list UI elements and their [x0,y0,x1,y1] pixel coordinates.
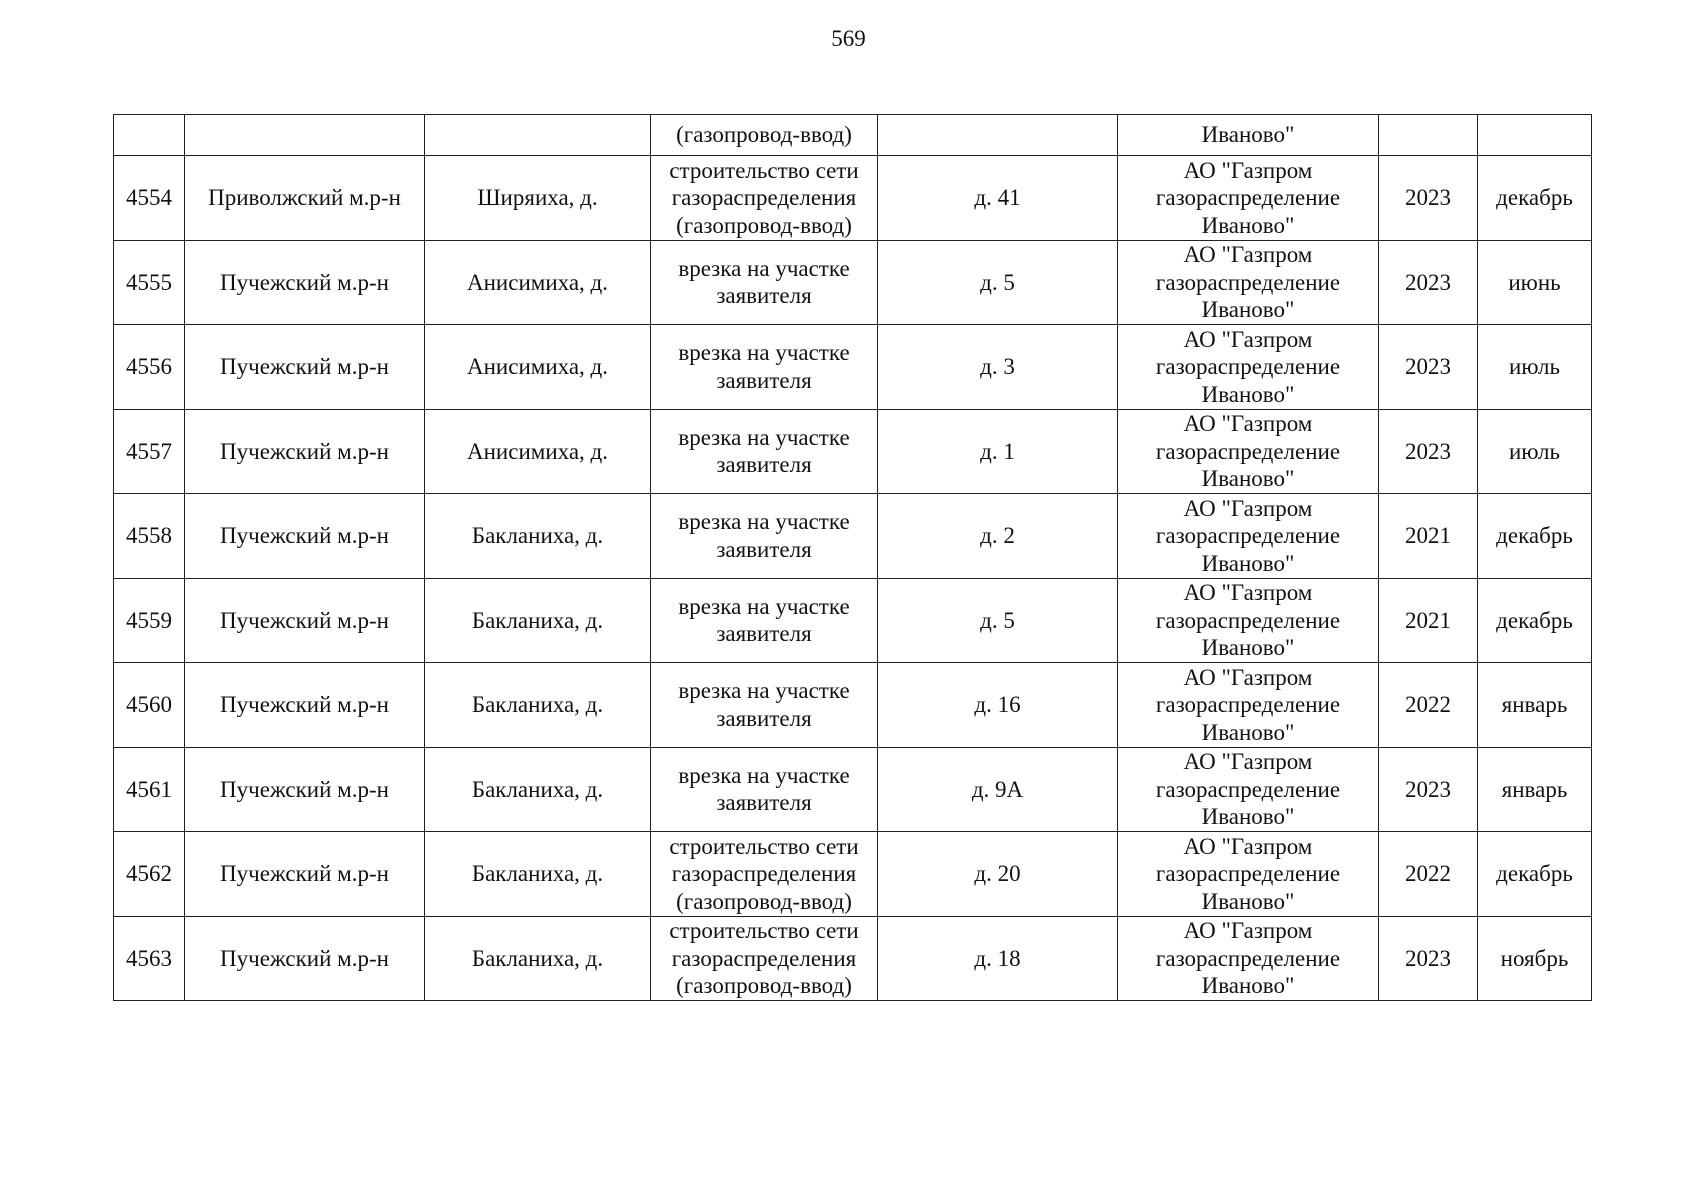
cell-month: декабрь [1478,832,1592,917]
cell-month: декабрь [1478,578,1592,663]
cell-year: 2023 [1379,240,1478,325]
cell-address [878,115,1118,156]
table-row [114,240,1592,325]
cell-operator: АО "Газпром газораспределение Иваново" [1118,494,1379,579]
cell-address: д. 2 [878,494,1118,579]
cell-address: д. 9А [878,747,1118,832]
cell-year: 2023 [1379,156,1478,241]
cell-month: январь [1478,663,1592,748]
cell-district: Пучежский м.р-н [185,832,425,917]
cell-operator: АО "Газпром газораспределение Иваново" [1118,156,1379,241]
table-row [114,578,1592,663]
cell-year: 2021 [1379,578,1478,663]
cell-district [185,115,425,156]
cell-address: д. 5 [878,240,1118,325]
cell-month: декабрь [1478,494,1592,579]
cell-year: 2023 [1379,747,1478,832]
cell-id: 4557 [114,409,185,494]
cell-district: Пучежский м.р-н [185,325,425,410]
cell-id: 4559 [114,578,185,663]
cell-settlement: Анисимиха, д. [425,325,651,410]
cell-operator: АО "Газпром газораспределение Иваново" [1118,409,1379,494]
cell-month: июль [1478,325,1592,410]
cell-id: 4555 [114,240,185,325]
cell-settlement: Бакланиха, д. [425,578,651,663]
cell-month: июль [1478,409,1592,494]
cell-district: Пучежский м.р-н [185,494,425,579]
cell-year: 2023 [1379,916,1478,1001]
cell-work-type: врезка на участке заявителя [651,494,878,579]
cell-work-type: врезка на участке заявителя [651,663,878,748]
cell-address: д. 5 [878,578,1118,663]
cell-year: 2023 [1379,325,1478,410]
table-row [114,494,1592,579]
cell-work-type: строительство сети газораспределения (газопровод-ввод) [651,832,878,917]
cell-settlement: Анисимиха, д. [425,409,651,494]
cell-address: д. 16 [878,663,1118,748]
table-row [114,832,1592,917]
cell-district: Пучежский м.р-н [185,916,425,1001]
page-number: 569 [831,26,866,51]
cell-id: 4556 [114,325,185,410]
cell-settlement: Бакланиха, д. [425,494,651,579]
cell-work-type: строительство сети газораспределения (газопровод-ввод) [651,916,878,1001]
cell-operator: АО "Газпром газораспределение Иваново" [1118,916,1379,1001]
cell-settlement: Бакланиха, д. [425,663,651,748]
cell-work-type: (газопровод-ввод) [651,115,878,156]
cell-operator: Иваново" [1118,115,1379,156]
cell-year: 2023 [1379,409,1478,494]
cell-month [1478,115,1592,156]
cell-settlement: Ширяиха, д. [425,156,651,241]
table-row [114,747,1592,832]
cell-id: 4561 [114,747,185,832]
cell-id: 4562 [114,832,185,917]
table-row [114,916,1592,1001]
cell-district: Пучежский м.р-н [185,747,425,832]
cell-work-type: врезка на участке заявителя [651,578,878,663]
cell-id: 4554 [114,156,185,241]
cell-operator: АО "Газпром газораспределение Иваново" [1118,747,1379,832]
cell-year: 2022 [1379,832,1478,917]
cell-work-type: врезка на участке заявителя [651,240,878,325]
cell-year: 2022 [1379,663,1478,748]
cell-district: Пучежский м.р-н [185,240,425,325]
cell-id: 4560 [114,663,185,748]
cell-district: Пучежский м.р-н [185,663,425,748]
cell-address: д. 1 [878,409,1118,494]
cell-month: декабрь [1478,156,1592,241]
cell-id: 4563 [114,916,185,1001]
cell-operator: АО "Газпром газораспределение Иваново" [1118,663,1379,748]
cell-district: Пучежский м.р-н [185,409,425,494]
cell-settlement [425,115,651,156]
cell-operator: АО "Газпром газораспределение Иваново" [1118,832,1379,917]
cell-work-type: строительство сети газораспределения (газопровод-ввод) [651,156,878,241]
table-row [114,663,1592,748]
cell-id [114,115,185,156]
cell-year: 2021 [1379,494,1478,579]
cell-month: ноябрь [1478,916,1592,1001]
cell-operator: АО "Газпром газораспределение Иваново" [1118,578,1379,663]
table-row [114,156,1592,241]
cell-id: 4558 [114,494,185,579]
cell-settlement: Бакланиха, д. [425,916,651,1001]
cell-address: д. 41 [878,156,1118,241]
table-body [114,115,1592,1001]
cell-month: январь [1478,747,1592,832]
continued-row [114,115,1592,156]
cell-year [1379,115,1478,156]
cell-work-type: врезка на участке заявителя [651,747,878,832]
cell-address: д. 20 [878,832,1118,917]
cell-operator: АО "Газпром газораспределение Иваново" [1118,325,1379,410]
cell-district: Приволжский м.р-н [185,156,425,241]
cell-work-type: врезка на участке заявителя [651,325,878,410]
cell-operator: АО "Газпром газораспределение Иваново" [1118,240,1379,325]
cell-address: д. 3 [878,325,1118,410]
cell-month: июнь [1478,240,1592,325]
cell-settlement: Бакланиха, д. [425,832,651,917]
table-row [114,409,1592,494]
cell-work-type: врезка на участке заявителя [651,409,878,494]
table-row [114,325,1592,410]
cell-settlement: Бакланиха, д. [425,747,651,832]
cell-settlement: Анисимиха, д. [425,240,651,325]
cell-district: Пучежский м.р-н [185,578,425,663]
gasification-table [113,114,1592,1001]
cell-address: д. 18 [878,916,1118,1001]
